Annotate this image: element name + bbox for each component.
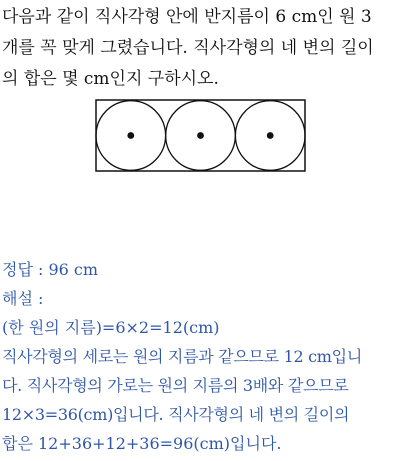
circle-3-center-dot <box>267 132 274 139</box>
problem-line-2: 개를 꼭 맞게 그렸습니다. 직사각형의 네 변의 길이 <box>2 38 374 58</box>
problem-line-3: 의 합은 몇 cm인지 구하시오. <box>2 69 219 89</box>
explanation-line-4: 12×3=36(cm)입니다. 직사각형의 네 변의 길이의 <box>2 405 350 424</box>
explanation-line-1: (한 원의 지름)=6×2=12(cm) <box>2 318 220 337</box>
problem-statement <box>2 2 398 95</box>
circle-2-center-dot <box>197 132 204 139</box>
rectangle-circles-figure <box>95 99 306 172</box>
explanation-line-2: 직사각형의 세로는 원의 지름과 같으므로 12 cm입니 <box>2 347 362 366</box>
solution-block <box>2 255 398 458</box>
explanation-line-5: 합은 12+36+12+36=96(cm)입니다. <box>2 434 282 453</box>
explanation-line-3: 다. 직사각형의 가로는 원의 지름의 3배와 같으므로 <box>2 376 349 395</box>
explanation-heading: 해설 : <box>2 289 44 308</box>
answer-line: 정답 : 96 cm <box>2 260 99 279</box>
circle-1-center-dot <box>127 132 134 139</box>
problem-line-1: 다음과 같이 직사각형 안에 반지름이 6 cm인 원 3 <box>2 7 372 27</box>
